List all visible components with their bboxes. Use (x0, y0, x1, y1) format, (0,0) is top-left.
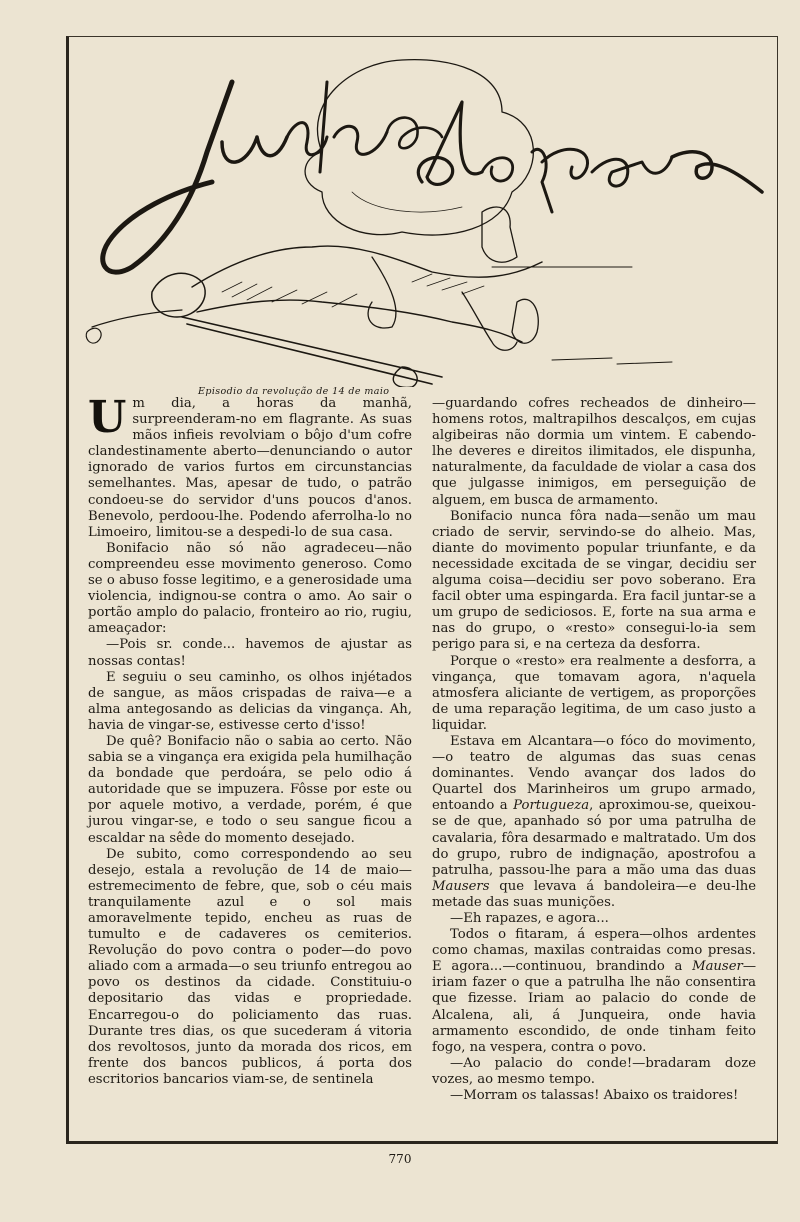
italic-text: Mauser (692, 959, 743, 975)
paragraph: —Eh rapazes, e agora... (450, 911, 609, 926)
paragraph (432, 734, 756, 911)
paragraph: —Ao palacio do conde!—bradaram doze vozes, ao mesmo tempo. (432, 1055, 756, 1087)
paragraph: De subito, como correspondendo ao seu desejo, estala a revolução de 14 de maio—estremecimento de febre, que, sob o céu mais tranquilamente azul e o sol mais amoravelmente tepido, encheu as ruas de tumulto e de cadaveres os cemiterios. Revolução do povo contra o poder—do povo aliado com a armada—o seu triunfo entregou ao povo os destinos da cidade. Constituiu-o depositario das vidas e propriedade. Encarregou-o do policiamento das ruas. Durante tres dias, os que sucederam á vitoria dos revoltosos, junto da morada dos ricos, em frente dos bancos publicos, á porta dos escritorios bancarios viam-se, de sentinela (88, 846, 412, 1087)
paragraph-text: —iriam fazer o que a patrulha lhe não consentira que fizesse. Iriam ao palacio do conde de Alcalena, ali, á Junqueira, onde havia armamento escondido, de onde tinham feito fogo, na vespera, contra o povo. (432, 959, 756, 1055)
paragraph: De quê? Bonifacio não o sabia ao certo. Não sabia se a vingança era exigida pela humilhação da bondade que perdoára, se pelo odio á autoridade que se impuzera. Fôsse por este ou por aquele motivo, a verdade, porém, é que jurou vingar-se, e todo o seu sangue ficou a escaldar na sêde do momento desejado. (88, 733, 412, 846)
drop-cap: U (88, 392, 127, 443)
paragraph: Bonifacio nunca fôra nada—senão um mau criado de servir, servindo-se do alheio. Mas, diante do movimento popular triunfante, e da necessidade excitada de se vingar, decidiu ser alguma coisa—decidiu ser povo soberano. Era facil obter uma espingarda. Era facil juntar-se a um grupo de sediciosos. E, forte na sua arma e nas do grupo, o «resto» consegui-lo-ia sem perigo para si, e na certeza da desforra. (432, 508, 756, 653)
left-column (88, 392, 412, 1088)
paragraph: —Pois sr. conde... havemos de ajustar as nossas contas! (88, 637, 412, 669)
paragraph-text: m dia, a horas da manhã, surpreenderam-no em flagrante. As suas mãos infieis revolviam o bôjo d'um cofre clandestinamente aberto—denunciando o autor ignorado de varios furtos em circunstancias semelhantes. Mas, apesar de tudo, o patrão condoeu-se do servidor d'uns poucos d'anos. Benevolo, perdoou-lhe. Podendo aferrolha-lo no Limoeiro, limitou-se a despedi-lo de sua casa. (88, 396, 412, 540)
right-column (432, 396, 756, 1104)
page-number: 770 (388, 1152, 412, 1166)
italic-text: Mausers (432, 878, 490, 894)
paragraph: Porque o «resto» era realmente a desforra, a vingança, que tomavam agora, n'aquela atmosfera aliciante de vertigem, as proporções de uma reparação legitima, de um caso justo a liquidar. (432, 653, 756, 733)
paragraph-text: Todos o fitaram, á espera—olhos ardentes como chamas, maxilas contraidas como presas. E agora...—continuou, brandindo a (432, 927, 756, 975)
paragraph-text: , aproximou-se, queixou-se de que, apanhado só por uma patrulha de cavalaria, fôra desarmado e maltratado. Um dos do grupo, rubro de indignação, apostrofou a patrulha, passou-lhe para a mão uma das duas (432, 798, 756, 878)
paragraph-text: Estava em Alcantara—o fóco do movimento,—o teatro de algumas das suas cenas dominantes. Vendo avançar dos lados do Quartel dos Marinheiros um grupo armado, entoando a (432, 733, 756, 814)
italic-text: Portugueza (513, 798, 590, 814)
paragraph: Bonifacio não só não agradeceu—não compreendeu esse movimento generoso. Como se o abuso fosse legitimo, e a generosidade uma violencia, indignou-se contra o amo. Ao sair o portão amplo do palacio, fronteiro ao rio, rugiu, ameaçador: (88, 540, 412, 637)
paragraph (88, 392, 412, 541)
illustration-fallen-soldier (72, 42, 772, 387)
illustration-caption: Episodio da revolução de 14 de maio (198, 386, 390, 397)
paragraph: —guardando cofres recheados de dinheiro—homens rotos, maltrapilhos descalços, em cujas algibeiras não dormia um vintem. E cabendo-lhe deveres e direitos ilimitados, ele dispunha, naturalmente, da faculdade de violar a casa dos que julgasse inimigos, em perseguição de alguem, em busca de armamento. (432, 396, 756, 508)
paragraph: —Morram os talassas! Abaixo os traidores! (450, 1088, 739, 1104)
paragraph: E seguiu o seu caminho, os olhos injétados de sangue, as mãos crispadas de raiva—e a alma antegosando as delicias da vingança. Ah, havia de vingar-se, estivesse certo d'isso! (88, 669, 412, 733)
paragraph-text: que levava á bandoleira—e deu-lhe metade das suas munições. (432, 878, 756, 910)
paragraph (432, 927, 756, 1056)
